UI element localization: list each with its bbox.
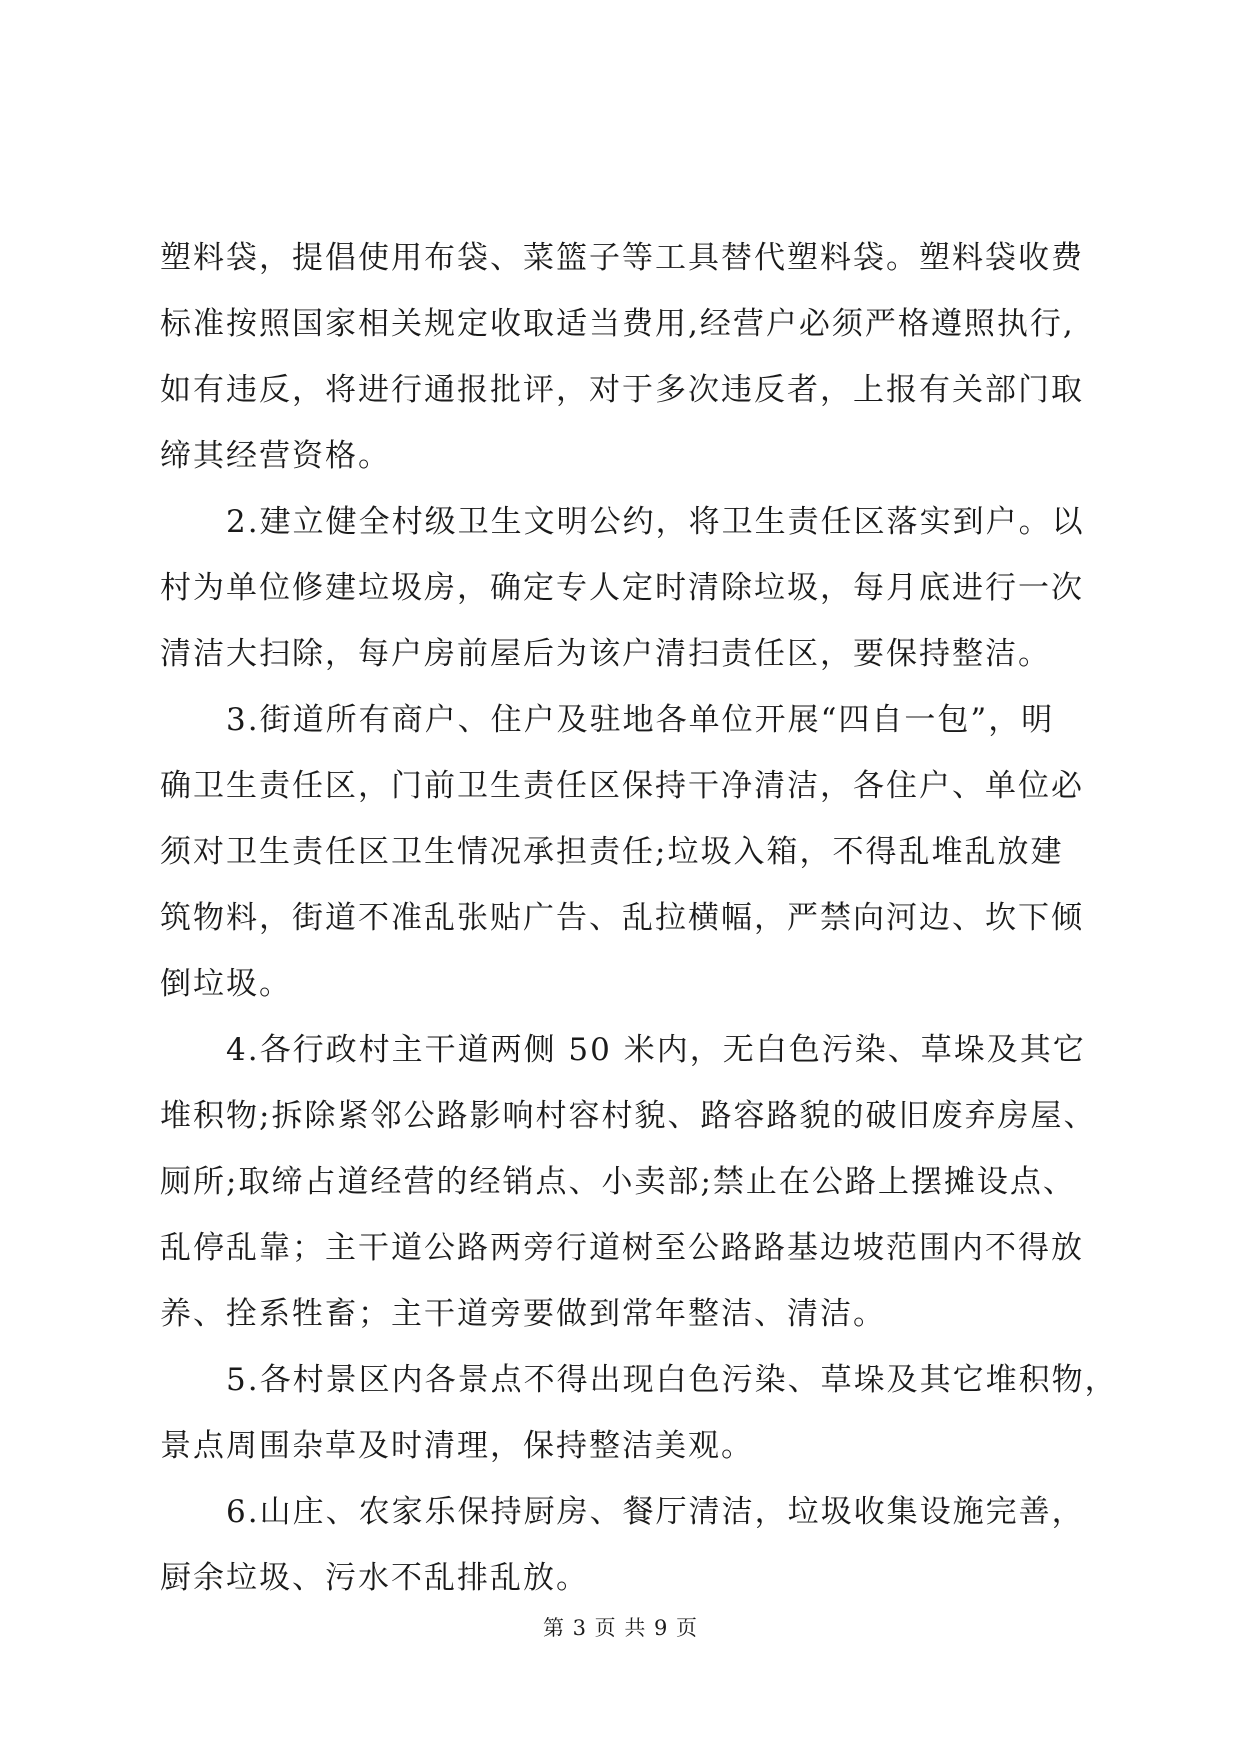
text-line: 须对卫生责任区卫生情况承担责任;垃圾入箱，不得乱堆乱放建	[160, 834, 1064, 870]
text-line: 筑物料，街道不准乱张贴广告、乱拉横幅，严禁向河边、坎下倾	[160, 900, 1084, 936]
text-line: 倒垃圾。	[160, 966, 292, 1002]
text-line: 厨余垃圾、污水不乱排乱放。	[160, 1560, 589, 1596]
text-line: 清洁大扫除，每户房前屋后为该户清扫责任区，要保持整洁。	[160, 636, 1051, 672]
text-line: 确卫生责任区，门前卫生责任区保持干净清洁，各住户、单位必	[160, 768, 1084, 804]
text-line: 标准按照国家相关规定收取适当费用,经营户必须严格遵照执行,	[160, 306, 1075, 342]
text-line: 景点周围杂草及时清理，保持整洁美观。	[160, 1428, 754, 1464]
paragraph-3-start: 3.街道所有商户、住户及驻地各单位开展“四自一包”，明	[226, 702, 1055, 738]
paragraph-6-start: 6.山庄、农家乐保持厨房、餐厅清洁，垃圾收集设施完善，	[226, 1494, 1085, 1530]
text-line: 缔其经营资格。	[160, 438, 391, 474]
paragraph-2-start: 2.建立健全村级卫生文明公约，将卫生责任区落实到户。以	[226, 504, 1085, 540]
paragraph-4-start: 4.各行政村主干道两侧 50 米内，无白色污染、草垛及其它	[226, 1032, 1086, 1068]
body-text	[160, 225, 1118, 1611]
text-line: 村为单位修建垃圾房，确定专人定时清除垃圾，每月底进行一次	[160, 570, 1084, 606]
text-line: 堆积物;拆除紧邻公路影响村容村貌、路容路貌的破旧废弃房屋、	[160, 1098, 1097, 1134]
text-line: 厕所;取缔占道经营的经销点、小卖部;禁止在公路上摆摊设点、	[160, 1164, 1076, 1200]
text-line: 塑料袋，提倡使用布袋、菜篮子等工具替代塑料袋。塑料袋收费	[160, 240, 1084, 276]
text-line: 如有违反，将进行通报批评，对于多次违反者，上报有关部门取	[160, 372, 1084, 408]
page-number-footer: 第 3 页 共 9 页	[542, 1616, 699, 1640]
text-line: 养、拴系牲畜；主干道旁要做到常年整洁、清洁。	[160, 1296, 886, 1332]
paragraph-5-start: 5.各村景区内各景点不得出现白色污染、草垛及其它堆积物，	[226, 1362, 1118, 1398]
text-line: 乱停乱靠；主干道公路两旁行道树至公路路基边坡范围内不得放	[160, 1230, 1084, 1266]
